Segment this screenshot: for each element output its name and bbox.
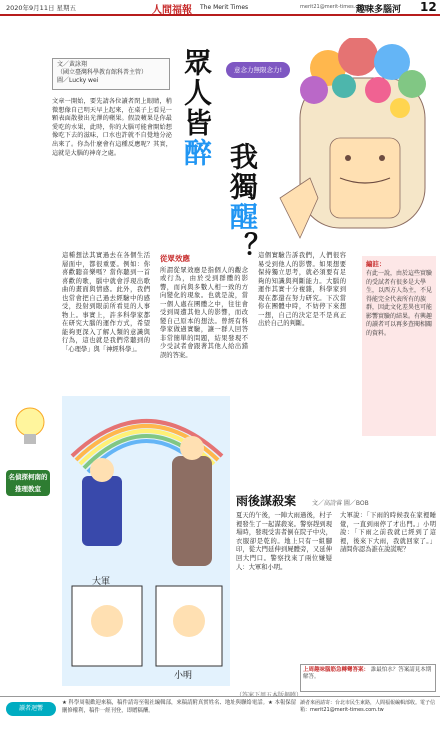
headline-part-2: 我獨醒？ <box>226 142 259 262</box>
comic-label-dajun: 大軍 <box>92 577 111 587</box>
article-column-2: 從眾效應 所謂從眾效應是指個人的觀念或行為，由於受到群體的影響，而向與多數人相一致的方向變化的現象。也就是說，當一個人處在團體之中，往往會受到周遭其他人的影響，而改變自己原本的想法。曾經有科學家做過實驗，讓一群人回答非常簡單的問題，結果發現不少受試者會跟著其他人給出錯誤的答案。 <box>160 254 248 359</box>
answer-label: 上周趣味腦筋急轉彎答案： <box>303 667 370 673</box>
editor-note-text: 有此一說，由於這些實驗的受試者有很多是大學生，以西方人為主，不見得能完全代表所有的族群，因此文化差異也可能影響實驗的結果。有興趣的讀者可以再多查閱相關的資料。 <box>366 270 433 337</box>
headline-highlight-xing: 醒 <box>226 202 259 232</box>
headline-highlight-zui: 醉 <box>180 138 213 168</box>
comic-label-xiaoming: 小明 <box>174 671 193 681</box>
reader-feedback-tab[interactable]: 讀者迴響 <box>6 702 56 716</box>
story-title: 雨後謀殺案 <box>236 494 297 508</box>
editor-note-label: 編註： <box>366 260 386 268</box>
article-subheading: 從眾效應 <box>160 254 190 263</box>
intro-paragraph: 文章一開始，要先請各位讀者閉上眼睛，稍微想像自己明天早上起來，在桌子上看見一顆表面散發出光澤的蘋果。假設蘋果是你最愛吃的水果，此時，你的大腦可能會開始想像吃下去的滋味，口水也許就不自覺地分泌出來了。你為什麼會有這種反應呢？其實，這就是大腦的神奇之處。 <box>52 98 172 157</box>
page-header <box>0 0 440 16</box>
last-week-answer-box <box>300 664 436 692</box>
story-column-2: 大軍說：「下雨的時候我在家裡睡覺，一直到雨停了才出門。」小明說：「下雨之前我就已經到了這裡，後來下大雨，我就回家了。」請問你認為誰在說謊呢？ <box>340 512 436 554</box>
story-column-1: 夏天的午後，一陣大雨過後，村子裡發生了一起謀殺案。警察趕到現場時，發現受害者倒在院子中央，衣服卻是乾的。地上只有一組腳印，從大門延伸到屍體旁，又延伸回大門口。警察找來了兩位嫌疑人：大軍和小明。 <box>236 512 332 571</box>
mind-power-badge: 意念力無限念力! <box>226 62 290 78</box>
comic-illustration <box>62 396 230 686</box>
lightbulb-illustration <box>6 402 54 450</box>
editor-note-box <box>362 256 436 436</box>
masthead-english: The Merit Times <box>200 4 249 11</box>
issue-date: 2020年9月11日 星期五 <box>6 4 77 12</box>
submission-notes: ★ 科學周報歡迎來稿，稿件請寄至報社編輯部，來稿請附真實姓名、地址與聯絡電話。★ 本報保留刪修權利，稿件一經刊登，即贈稿酬。 <box>62 700 297 714</box>
contact-email[interactable]: merit21@merit-times.com.tw <box>300 4 374 10</box>
footer-contact: 讀者來函請寄：台北市民生東路，人間福報編輯部收。電子信箱：merit21@merit-times.com.tw <box>300 700 436 713</box>
article-column-1: 這種想法其實過去在各個生活層面中，都很重要。例如：你喜歡聽音樂嗎？當你聽到一首喜歡的歌，腦中就會浮現出歌曲的畫面與情感。此外，我們也常會把自己過去經驗中的感受，投射到眼前所看見的人事物上。事實上，許多科學家都在研究大腦的運作方式，希望能夠更深入了解人類的意識與行為，這也就是我們常聽到的「心理學」與「神經科學」。 <box>62 252 150 353</box>
headline-part-1: 眾人皆醉 <box>180 48 213 168</box>
section-title: 趣味多腦河 <box>356 5 402 15</box>
page-number: 12 <box>420 0 437 14</box>
masthead-logo: 人間福報 <box>152 5 192 16</box>
answer-text: 誰最怕水？答案請見本期解答。 <box>303 667 432 680</box>
story-byline: 文／高詩睿 圖／BOB <box>312 500 369 507</box>
author-byline: 文／黃詠翔 （國立臺灣科學教育館科普主管） 圖／Lucky wei <box>52 58 170 90</box>
article-column-3: 這個實驗告訴我們，人們很容易受到他人的影響。如果想要保持獨立思考，就必須要有足夠的知識與判斷能力。大腦的運作其實十分複雜，科學家到現在都還在努力研究。下次當你在團體中時，不妨停下來想一想，自己的決定是不是真正出於自己的判斷。 <box>258 252 346 327</box>
story-series-badge: 名偵探柯南的推理教室 <box>6 470 50 496</box>
